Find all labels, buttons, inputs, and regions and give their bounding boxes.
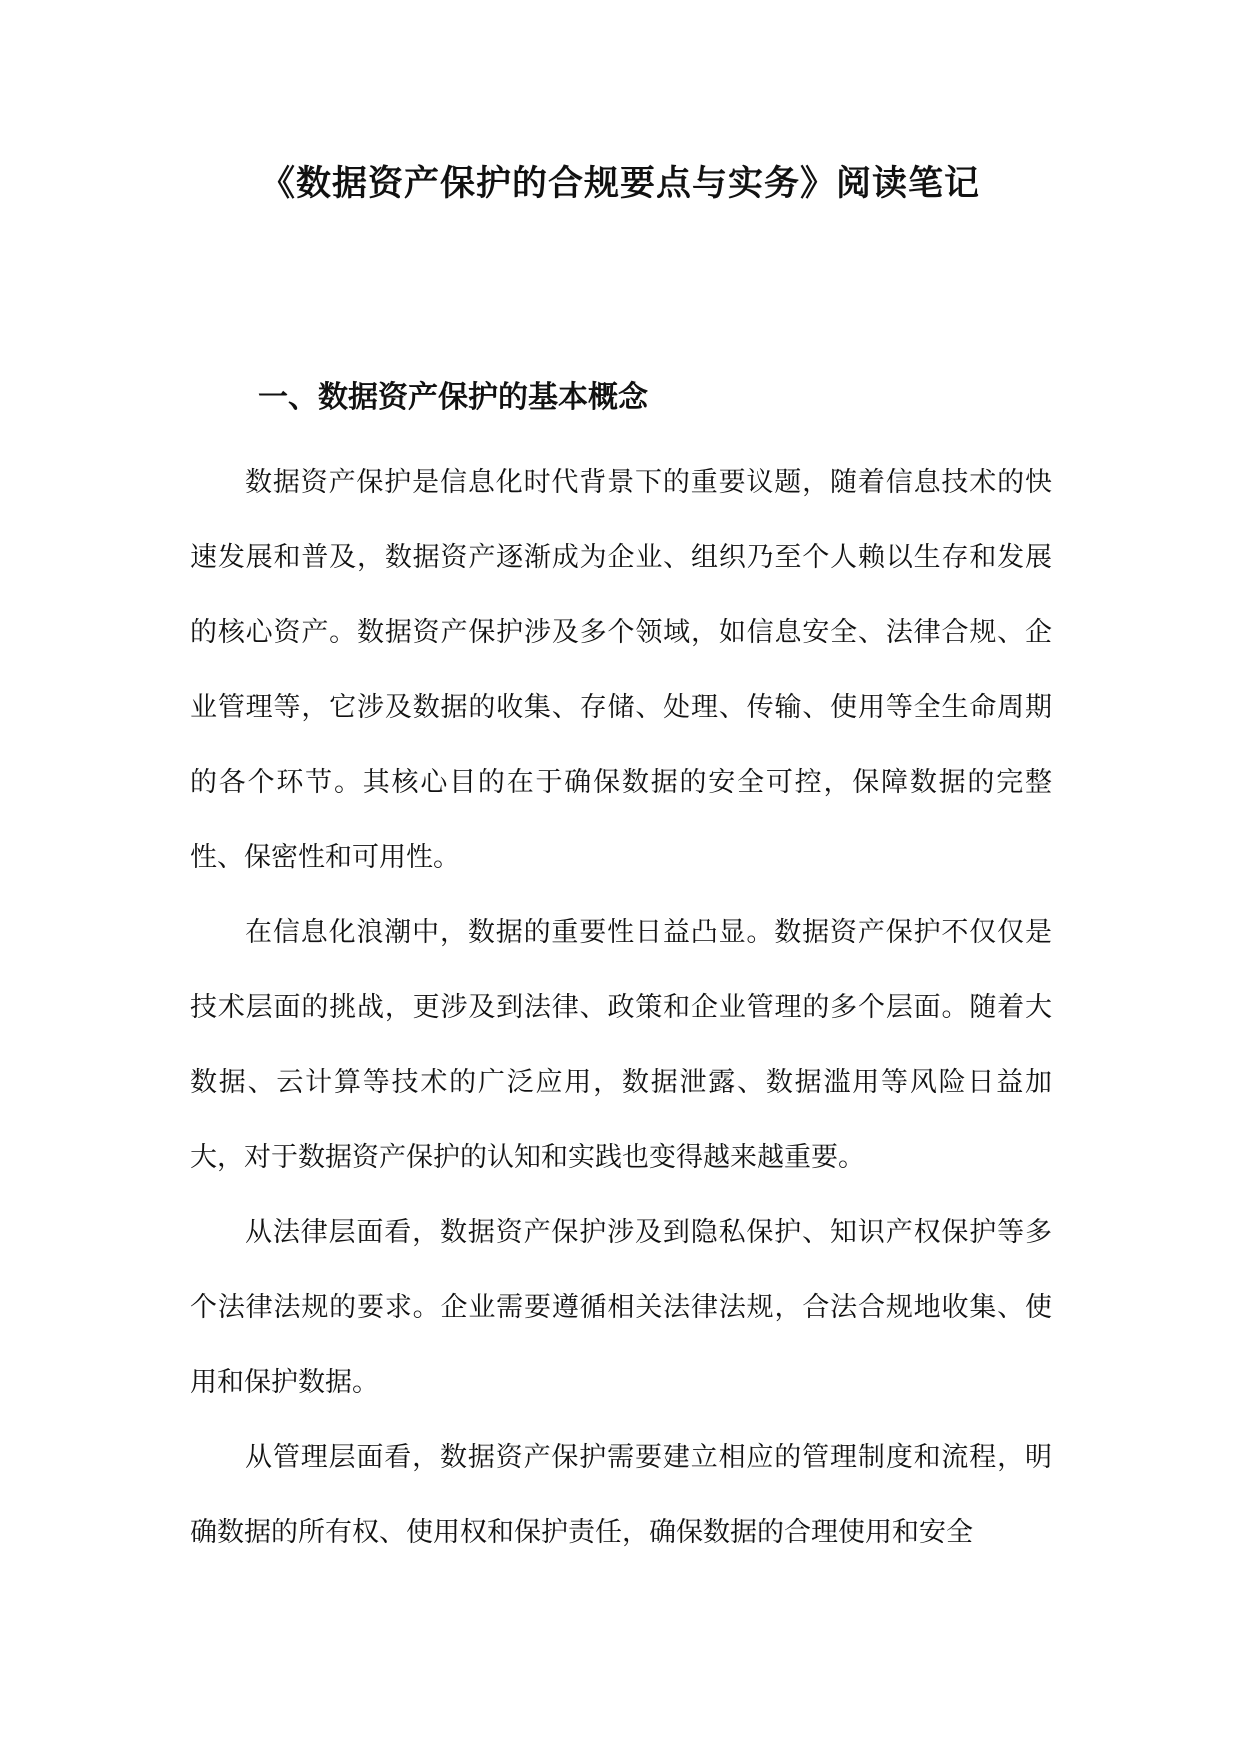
section-heading: 一、数据资产保护的基本概念: [258, 380, 648, 415]
body-paragraph: 从管理层面看，数据资产保护需要建立相应的管理制度和流程，明确数据的所有权、使用权和保护责任，确保数据的合理使用和安全: [190, 1442, 1052, 1548]
body-paragraph: 在信息化浪潮中，数据的重要性日益凸显。数据资产保护不仅仅是技术层面的挑战，更涉及到法律、政策和企业管理的多个层面。随着大数据、云计算等技术的广泛应用，数据泄露、数据滥用等风险日益加大，对于数据资产保护的认知和实践也变得越来越重要。: [190, 917, 1052, 1173]
body-paragraph: 从法律层面看，数据资产保护涉及到隐私保护、知识产权保护等多个法律法规的要求。企业需要遵循相关法律法规，合法合规地收集、使用和保护数据。: [190, 1217, 1052, 1398]
body-paragraph: 数据资产保护是信息化时代背景下的重要议题，随着信息技术的快速发展和普及，数据资产逐渐成为企业、组织乃至个人赖以生存和发展的核心资产。数据资产保护涉及多个领域，如信息安全、法律合规、企业管理等，它涉及数据的收集、存储、处理、传输、使用等全生命周期的各个环节。其核心目的在于确保数据的安全可控，保障数据的完整性、保密性和可用性。: [190, 467, 1052, 873]
document-title: 《数据资产保护的合规要点与实务》阅读笔记: [259, 163, 980, 204]
